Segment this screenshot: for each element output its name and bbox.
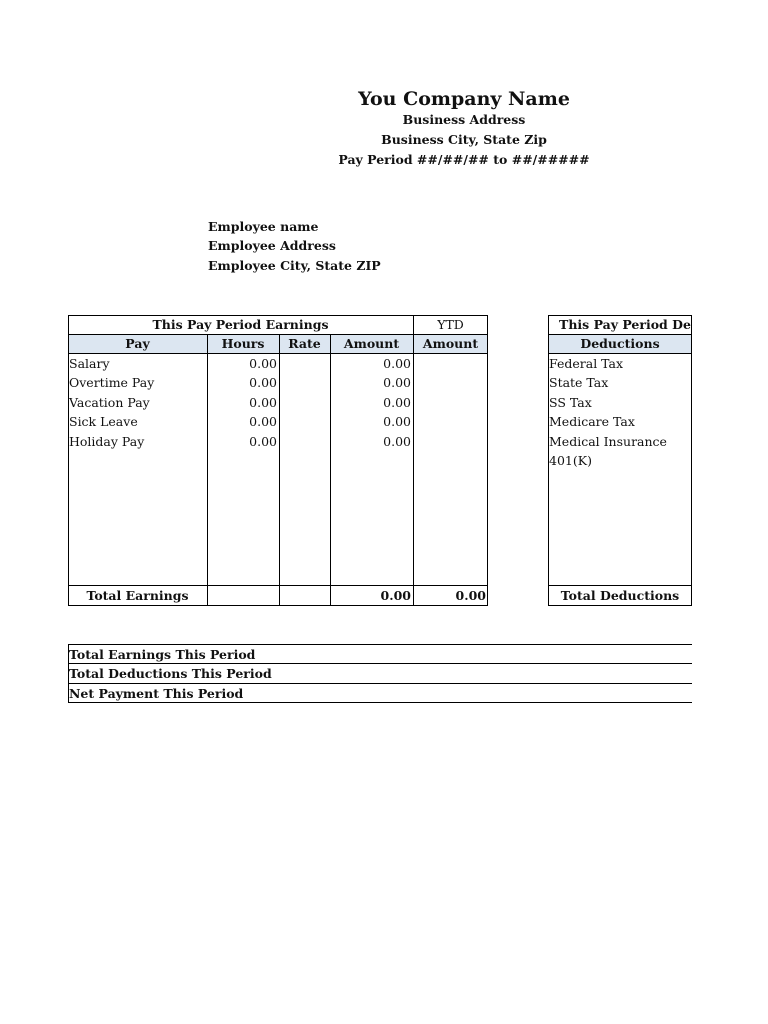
- earnings-pay-2: Vacation Pay: [69, 395, 150, 410]
- summary-border: [68, 702, 692, 703]
- earnings-pay-3: Sick Leave: [69, 414, 138, 429]
- business-city: Business City, State Zip: [381, 132, 547, 147]
- deduction-1: State Tax: [549, 375, 609, 390]
- earnings-title: This Pay Period Earnings: [152, 317, 329, 332]
- summary-net-payment: Net Payment This Period: [69, 686, 244, 701]
- summary-total-earnings: Total Earnings This Period: [69, 647, 256, 662]
- total-deductions-label: Total Deductions: [560, 588, 680, 603]
- deduction-4: Medical Insurance: [549, 434, 667, 449]
- employee-address: Employee Address: [208, 238, 336, 253]
- col-pay: Pay: [68, 334, 207, 353]
- earnings-hours-0: 0.00: [249, 356, 277, 371]
- summary-border: [68, 683, 692, 684]
- total-earnings-ytd: 0.00: [455, 588, 486, 603]
- col-rate: Rate: [279, 334, 330, 353]
- deduction-0: Federal Tax: [549, 356, 624, 371]
- business-address: Business Address: [402, 112, 526, 127]
- earnings-hours-2: 0.00: [249, 395, 277, 410]
- col-ytd-amount: Amount: [413, 334, 488, 353]
- earnings-pay-4: Holiday Pay: [69, 434, 145, 449]
- earnings-amount-3: 0.00: [383, 414, 411, 429]
- earnings-amount-2: 0.00: [383, 395, 411, 410]
- ytd-label: YTD: [437, 317, 464, 332]
- earnings-pay-1: Overtime Pay: [69, 375, 155, 390]
- earnings-amount-4: 0.00: [383, 434, 411, 449]
- col-hours: Hours: [207, 334, 279, 353]
- earnings-hours-4: 0.00: [249, 434, 277, 449]
- pay-period: Pay Period ##/##/## to ##/#####: [338, 152, 590, 167]
- total-earnings-label: Total Earnings: [86, 588, 189, 603]
- earnings-amount-0: 0.00: [383, 356, 411, 371]
- col-amount: Amount: [330, 334, 413, 353]
- summary-border: [68, 644, 692, 645]
- deduction-3: Medicare Tax: [549, 414, 635, 429]
- earnings-amount-1: 0.00: [383, 375, 411, 390]
- company-name: You Company Name: [358, 88, 570, 110]
- summary-total-deductions: Total Deductions This Period: [69, 666, 272, 681]
- deduction-2: SS Tax: [549, 395, 592, 410]
- employee-name: Employee name: [208, 219, 319, 234]
- earnings-pay-0: Salary: [69, 356, 110, 371]
- deduction-5: 401(K): [549, 453, 592, 468]
- total-earnings-amount: 0.00: [380, 588, 411, 603]
- summary-border: [68, 644, 69, 703]
- summary-border: [68, 663, 692, 664]
- deductions-title: This Pay Period De: [559, 317, 691, 332]
- col-deductions: Deductions: [548, 334, 692, 353]
- earnings-hours-1: 0.00: [249, 375, 277, 390]
- employee-city: Employee City, State ZIP: [208, 258, 381, 273]
- earnings-hours-3: 0.00: [249, 414, 277, 429]
